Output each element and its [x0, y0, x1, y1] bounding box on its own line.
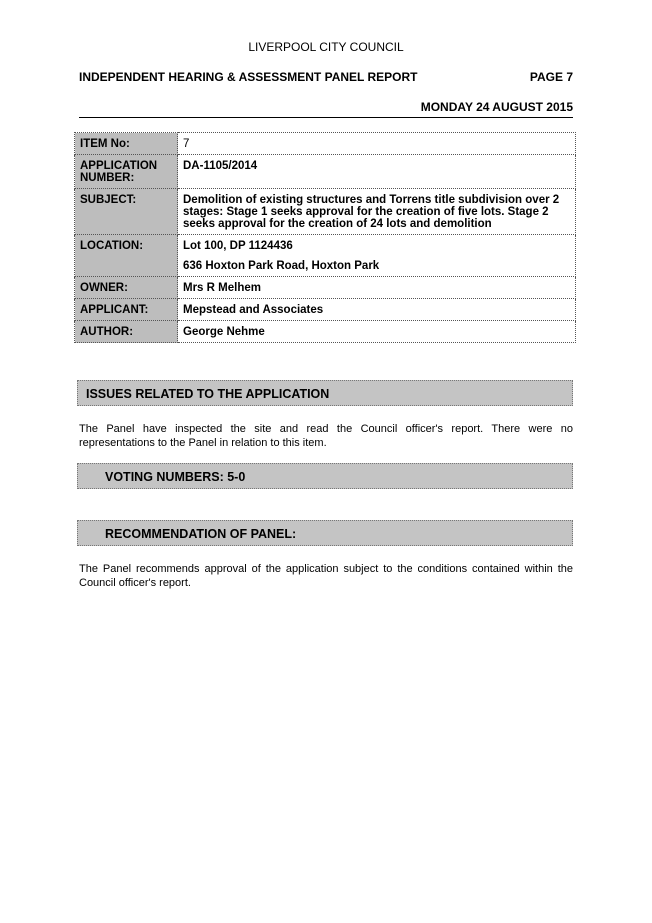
table-row	[75, 277, 576, 299]
report-title: INDEPENDENT HEARING & ASSESSMENT PANEL REPORT	[79, 70, 418, 84]
subject-label: SUBJECT:	[75, 189, 178, 235]
location-line-2: 636 Hoxton Park Road, Hoxton Park	[183, 260, 380, 272]
table-row	[75, 133, 576, 155]
item-value: 7	[178, 133, 576, 155]
table-row	[75, 299, 576, 321]
author-value: George Nehme	[178, 321, 576, 343]
report-header	[79, 70, 573, 84]
item-label: ITEM No:	[75, 133, 178, 155]
applicant-label: APPLICANT:	[75, 299, 178, 321]
table-row	[75, 235, 576, 277]
location-label: LOCATION:	[75, 235, 178, 277]
location-line-1: Lot 100, DP 1124436	[183, 240, 293, 252]
voting-heading: VOTING NUMBERS: 5-0	[77, 463, 573, 489]
location-value	[178, 235, 576, 277]
application-value: DA-1105/2014	[178, 155, 576, 189]
table-row	[75, 321, 576, 343]
author-label: AUTHOR:	[75, 321, 178, 343]
table-row	[75, 189, 576, 235]
meeting-date: MONDAY 24 AUGUST 2015	[79, 100, 573, 118]
recommendation-paragraph: The Panel recommends approval of the application subject to the conditions contained within the Council officer's report.	[79, 563, 573, 589]
page-number: PAGE 7	[529, 70, 573, 84]
issues-paragraph: The Panel have inspected the site and read the Council officer's report. There were no representations to the Panel in relation to this item.	[79, 423, 573, 449]
recommendation-heading: RECOMMENDATION OF PANEL:	[77, 520, 573, 546]
subject-value: Demolition of existing structures and Torrens title subdivision over 2 stages: Stage 1 seeks approval for the creation of five lots. Stage 2 seeks approval for the creation of 24 lots and demolition	[178, 189, 576, 235]
application-label: APPLICATION NUMBER:	[75, 155, 178, 189]
council-name: LIVERPOOL CITY COUNCIL	[248, 40, 404, 54]
table-row	[75, 155, 576, 189]
applicant-value: Mepstead and Associates	[178, 299, 576, 321]
issues-heading: ISSUES RELATED TO THE APPLICATION	[77, 380, 573, 406]
application-details-table	[74, 132, 576, 343]
owner-value: Mrs R Melhem	[178, 277, 576, 299]
owner-label: OWNER:	[75, 277, 178, 299]
